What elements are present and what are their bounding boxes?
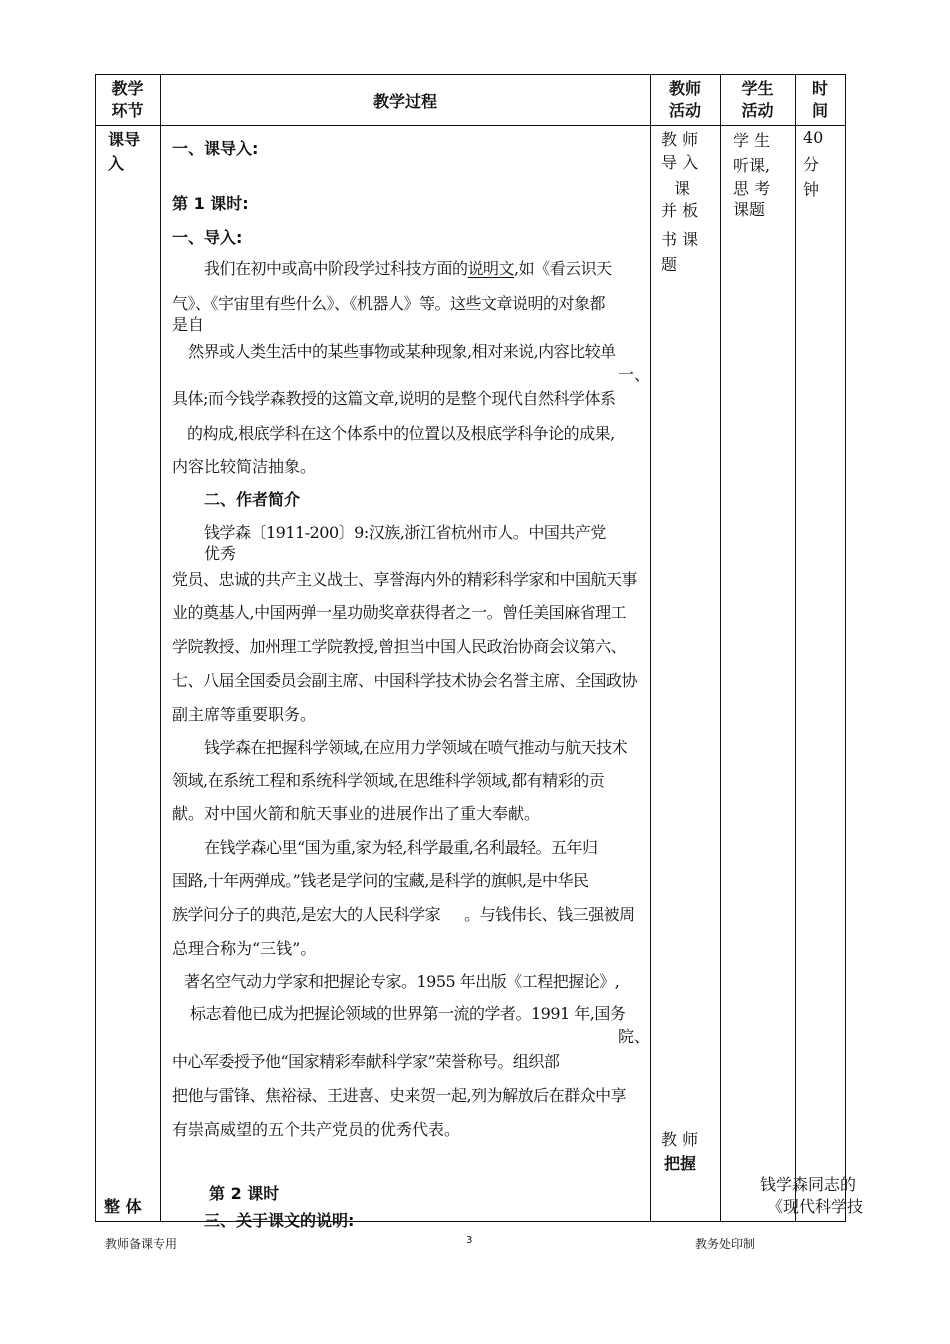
paragraph-line xyxy=(172,902,635,925)
paragraph-line: 在钱学森心里“国为重,家为轻,科学最重,名利最轻。五年归 xyxy=(204,838,598,857)
time-l2: 分 xyxy=(803,155,820,174)
header-time-line1: 时 xyxy=(811,79,828,98)
paragraph-line: 总理合称为“三钱”。 xyxy=(172,939,317,958)
student-activity-l4: 课题 xyxy=(733,200,766,219)
overflow-text-line1: 钱学森同志的 xyxy=(760,1175,857,1194)
paragraph-line xyxy=(204,256,612,279)
col-border-3 xyxy=(720,74,721,1222)
footer-right: 教务处印制 xyxy=(695,1237,756,1251)
paragraph-line: 著名空气动力学家和把握论专家。1955 年出版《工程把握论》, xyxy=(184,972,620,991)
header-time-line2: 间 xyxy=(811,101,828,120)
teacher-activity-l3: 课 xyxy=(674,179,691,198)
footer-page-number: 3 xyxy=(466,1235,473,1246)
col-border-4 xyxy=(795,74,796,1222)
paragraph-line: 献。对中国火箭和航天事业的进展作出了重大奉献。 xyxy=(172,804,541,823)
paragraph-line: 钱学森〔1911-200〕9:汉族,浙江省杭州市人。中国共产党 xyxy=(204,523,606,542)
stage-intro-line2: 入 xyxy=(108,154,125,173)
student-activity-l3: 思 考 xyxy=(733,179,771,198)
paragraph-line: 是自 xyxy=(172,315,205,334)
header-student-line2: 活动 xyxy=(741,101,774,120)
header-stage-col xyxy=(95,78,160,122)
paragraph-line: 七、八届全国委员会副主席、中国科学技术协会名誉主席、全国政协 xyxy=(172,671,638,690)
paragraph-line: 有崇高威望的五个共产党员的优秀代表。 xyxy=(172,1120,461,1139)
header-teacher-col xyxy=(650,78,720,122)
paragraph-line: 副主席等重要职务。 xyxy=(172,705,317,724)
paragraph-line: 优秀 xyxy=(204,544,237,563)
text-notes-heading: 三、关于课文的说明: xyxy=(204,1211,355,1230)
paragraph-line: 的构成,根底学科在这个体系中的位置以及根底学科争论的成果, xyxy=(187,424,615,443)
lesson-2-heading: 第 2 课时 xyxy=(209,1184,280,1203)
header-stage-line2: 环节 xyxy=(111,101,144,120)
paragraph-line: 具体;而今钱学森教授的这篇文章,说明的是整个现代自然科学体系 xyxy=(172,389,616,408)
time-l1: 40 xyxy=(803,128,824,147)
header-process-col: 教学过程 xyxy=(372,92,437,111)
teacher-activity-l7: 教 师 xyxy=(661,1130,699,1149)
header-teacher-line1: 教师 xyxy=(668,79,701,98)
header-student-col xyxy=(720,78,795,122)
paragraph-line: 气》、《宇宙里有些什么》、《机器人》等。这些文章说明的对象都 xyxy=(172,294,606,313)
student-activity-l2: 听课, xyxy=(733,156,771,175)
stage-intro xyxy=(108,128,140,176)
header-student-line1: 学生 xyxy=(741,79,774,98)
col-border-right xyxy=(845,74,846,1222)
table-top-border xyxy=(95,74,846,75)
text-run: ,如《看云识天 xyxy=(514,259,612,278)
text-run: 我们在初中或高中阶段学过科技方面的 xyxy=(204,259,468,278)
paragraph-line: 标志着他已成为把握论领域的世界第一流的学者。1991 年,国务 xyxy=(190,1004,626,1023)
text-run: 族学问分子的典范,是宏大的人民科学家 xyxy=(172,905,441,924)
section-heading-intro: 一、课导入: xyxy=(172,139,259,158)
teacher-activity-l5: 书 课 xyxy=(661,230,699,249)
paragraph-line: 业的奠基人,中国两弹一星功勋奖章获得者之一。曾任美国麻省理工 xyxy=(172,603,627,622)
paragraph-line: 领域,在系统工程和系统科学领域,在思维科学领域,都有精彩的贡 xyxy=(172,771,605,790)
teacher-activity-l1: 教 师 xyxy=(661,130,699,149)
paragraph-line: 内容比较简洁抽象。 xyxy=(172,457,317,476)
header-stage-line1: 教学 xyxy=(111,79,144,98)
header-bottom-border xyxy=(95,125,846,126)
text-run: 。与钱伟长、钱三强被周 xyxy=(464,905,635,924)
paragraph-line: 学院教授、加州理工学院教授,曾担当中国人民政治协商会议第六、 xyxy=(172,637,627,656)
underlined-term: 说明文 xyxy=(467,259,515,278)
paragraph-line: 钱学森在把握科学领域,在应用力学领域在喷气推动与航天技术 xyxy=(204,738,628,757)
teacher-activity-l2: 导 入 xyxy=(661,153,699,172)
teacher-activity-l4: 并 板 xyxy=(661,201,699,220)
time-l3: 钟 xyxy=(803,180,820,199)
paragraph-line: 院、 xyxy=(618,1027,651,1046)
paragraph-line: 一、 xyxy=(618,365,651,384)
teacher-activity-l8: 把握 xyxy=(664,1154,697,1173)
paragraph-line: 中心军委授予他“国家精彩奉献科学家”荣誉称号。组织部 xyxy=(172,1052,560,1071)
col-border-2 xyxy=(650,74,651,1222)
stage-intro-line1: 课导 xyxy=(108,130,141,149)
intro-heading: 一、导入: xyxy=(172,228,243,247)
student-activity-l1: 学 生 xyxy=(733,131,771,150)
paragraph-line: 把他与雷锋、焦裕禄、王进喜、史来贺一起,列为解放后在群众中享 xyxy=(172,1086,627,1105)
paragraph-line: 党员、忠诚的共产主义战士、享誉海内外的精彩科学家和中国航天事 xyxy=(172,570,638,589)
header-time-col xyxy=(795,78,845,122)
paragraph-line: 然界或人类生活中的某些事物或某种现象,相对来说,内容比较单 xyxy=(188,342,616,361)
lesson-1-heading: 第 1 课时: xyxy=(172,194,249,213)
stage-whole: 整 体 xyxy=(104,1197,142,1216)
footer-left: 教师备课专用 xyxy=(105,1237,178,1251)
author-heading: 二、作者简介 xyxy=(204,490,301,509)
col-border-1 xyxy=(160,74,161,1222)
col-border-left xyxy=(95,74,96,1222)
overflow-text-line2: 《现代科学技 xyxy=(767,1197,864,1216)
teacher-activity-l6: 题 xyxy=(661,255,678,274)
header-teacher-line2: 活动 xyxy=(668,101,701,120)
paragraph-line: 国路,十年两弹成。”钱老是学问的宝藏,是科学的旗帜,是中华民 xyxy=(172,871,589,890)
